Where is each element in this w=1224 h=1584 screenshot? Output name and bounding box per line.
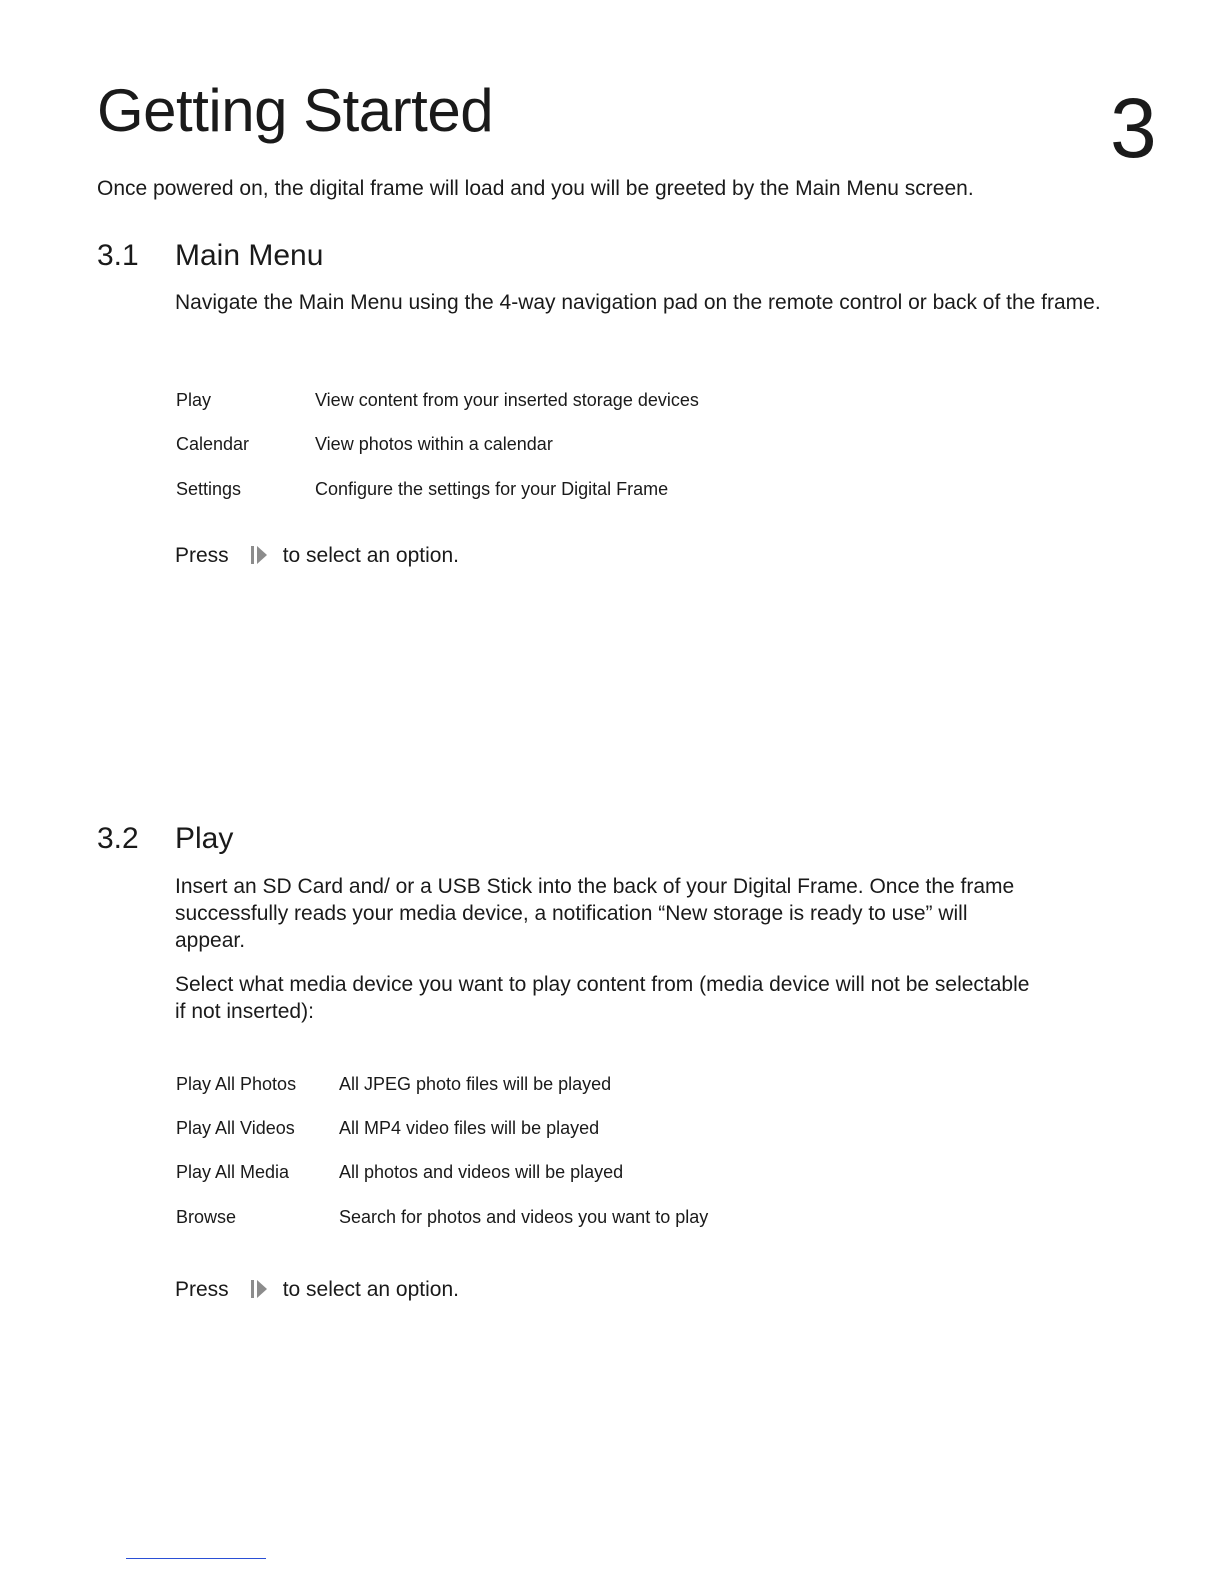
intro-text: Once powered on, the digital frame will load and you will be greeted by the Main Menu screen. [97, 177, 974, 200]
section-number: 3.1 [97, 239, 139, 272]
option-label: Browse [176, 1207, 237, 1227]
option-description: All JPEG photo files will be played [339, 1074, 612, 1094]
press-text: to select an option. [282, 544, 459, 567]
option-description: Search for photos and videos you want to play [339, 1207, 709, 1227]
option-label: Play All Videos [176, 1118, 295, 1138]
option-description: Configure the settings for your Digital Frame [315, 479, 669, 499]
section-title: Main Menu [175, 239, 324, 272]
play-right-icon [249, 1278, 269, 1298]
section-number: 3.2 [97, 822, 139, 855]
option-label: Calendar [176, 434, 250, 454]
section-paragraph: Insert an SD Card and/ or a USB Stick into the back of your Digital Frame. Once the frame successfully reads your media device, a notification “New storage is ready to use” will appear. [175, 875, 1015, 952]
press-instruction [175, 541, 459, 571]
press-instruction [175, 1275, 459, 1305]
page-title: Getting Started [97, 77, 494, 144]
option-label: Play All Media [176, 1162, 290, 1182]
press-label: Press [175, 1278, 229, 1301]
option-label: Settings [176, 479, 242, 499]
option-description: All photos and videos will be played [339, 1162, 624, 1182]
option-label: Play [176, 390, 212, 410]
chapter-number: 3 [1110, 81, 1157, 175]
play-right-icon [249, 544, 269, 564]
option-label: Play All Photos [176, 1074, 297, 1094]
section-paragraph: Navigate the Main Menu using the 4-way navigation pad on the remote control or back of the frame. [175, 291, 1101, 314]
section-paragraph: Select what media device you want to play content from (media device will not be selectable if not inserted): [175, 973, 1030, 1023]
press-label: Press [175, 544, 229, 567]
section-title: Play [175, 822, 234, 855]
option-description: View content from your inserted storage devices [315, 390, 699, 410]
option-description: View photos within a calendar [315, 434, 553, 454]
footnote-divider [126, 1558, 266, 1559]
option-description: All MP4 video files will be played [339, 1118, 600, 1138]
press-text: to select an option. [282, 1278, 459, 1301]
